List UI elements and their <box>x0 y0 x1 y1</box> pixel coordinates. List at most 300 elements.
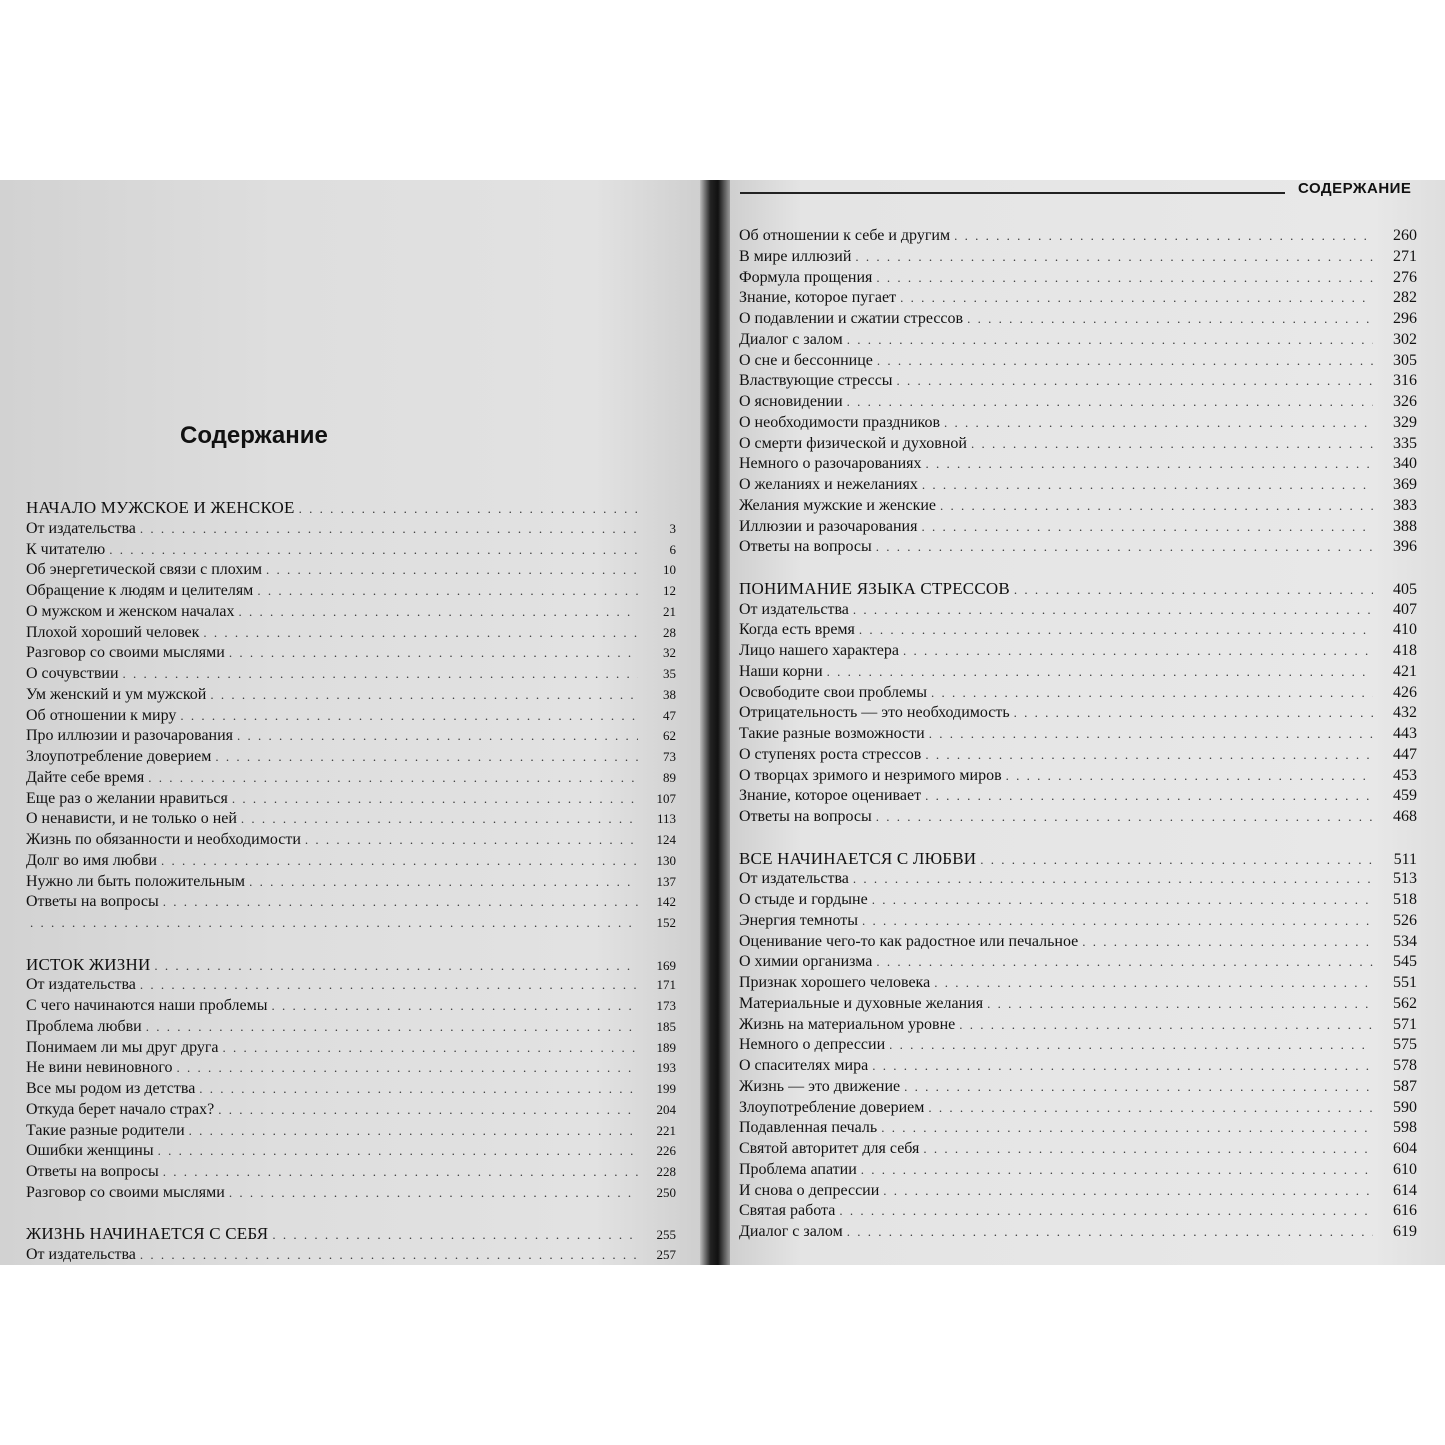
page-number: 513 <box>1393 870 1417 888</box>
page-number: 526 <box>1393 911 1417 929</box>
page-number: 124 <box>656 832 676 847</box>
dot-leader <box>889 1035 1373 1056</box>
toc-entry[interactable] <box>26 1162 676 1183</box>
dot-leader <box>876 268 1373 289</box>
entry-title: О стыде и гордыне <box>739 891 868 908</box>
toc-entry[interactable] <box>739 1056 1417 1077</box>
toc-entry[interactable] <box>739 932 1417 953</box>
toc-entry[interactable] <box>26 892 676 913</box>
toc-entry[interactable] <box>739 807 1417 828</box>
entry-title: О сне и бессоннице <box>739 351 873 369</box>
dot-leader <box>229 643 638 664</box>
dot-leader <box>189 1121 638 1142</box>
dot-leader <box>1014 580 1373 601</box>
toc-entry[interactable] <box>739 786 1417 807</box>
entry-title: От издательства <box>739 870 849 888</box>
dot-leader <box>900 288 1373 309</box>
toc-entry[interactable] <box>739 1118 1417 1139</box>
toc-entry[interactable] <box>26 519 676 540</box>
dot-leader <box>1006 766 1373 787</box>
toc-entry[interactable] <box>739 620 1417 641</box>
toc-entry[interactable] <box>26 1183 676 1204</box>
dot-leader <box>928 1098 1373 1119</box>
toc-entry[interactable] <box>26 1141 676 1162</box>
dot-leader <box>872 890 1373 911</box>
page-number: 340 <box>1393 455 1417 473</box>
entry-title: О ясновидении <box>739 393 843 410</box>
dot-leader <box>249 872 638 893</box>
entry-title: И снова о депрессии <box>739 1181 880 1199</box>
entry-title: Отрицательность — это необходимость <box>739 704 1010 722</box>
page-number: 418 <box>1393 642 1417 659</box>
entry-title: Лицо нашего характера <box>739 642 899 659</box>
toc-entry[interactable] <box>739 309 1417 330</box>
dot-leader <box>237 726 638 747</box>
page-number: 28 <box>663 624 676 640</box>
toc-entry[interactable] <box>26 1058 676 1079</box>
page-number: 590 <box>1393 1098 1417 1116</box>
entry-title: О ступенях роста стрессов <box>739 745 922 763</box>
dot-leader <box>161 851 638 872</box>
toc-entry[interactable] <box>26 789 676 810</box>
entry-title: О подавлении и сжатии стрессов <box>739 310 964 327</box>
toc-entry[interactable] <box>26 809 676 830</box>
section-title: ЖИЗНЬ НАЧИНАЕТСЯ С СЕБЯ <box>26 1224 269 1244</box>
page-number: 282 <box>1393 289 1417 307</box>
toc-entry[interactable] <box>26 851 676 872</box>
entry-title: Диалог с залом <box>739 1223 843 1240</box>
toc-section-heading[interactable] <box>26 1224 676 1245</box>
entry-title: Злоупотребление доверием <box>739 1098 925 1116</box>
dot-leader <box>921 517 1373 538</box>
entry-title: Наши корни <box>739 662 823 680</box>
toc-entry[interactable] <box>739 890 1417 911</box>
dot-leader <box>862 911 1373 932</box>
page-number: 453 <box>1393 766 1417 784</box>
page-number: 432 <box>1393 704 1417 722</box>
dot-leader <box>257 581 638 602</box>
page-number: 142 <box>656 894 676 910</box>
dot-leader <box>266 560 638 581</box>
page-number: 335 <box>1393 434 1417 452</box>
dot-leader <box>241 809 638 830</box>
entry-title: Жизнь по обязанности и необходимости <box>26 831 301 848</box>
section-title: ВСЕ НАЧИНАЕТСЯ С ЛЮБВИ <box>739 848 977 868</box>
dot-leader <box>853 600 1373 621</box>
toc-entry[interactable] <box>739 724 1417 745</box>
toc-entry[interactable] <box>26 1245 676 1265</box>
page-number: 511 <box>1393 850 1417 868</box>
dot-leader <box>210 685 638 706</box>
toc-entry[interactable] <box>739 517 1417 538</box>
dot-leader <box>163 892 638 913</box>
entry-title: Разговор со своими мыслями <box>26 1183 225 1201</box>
entry-title: К читателю <box>26 540 106 558</box>
dot-leader <box>897 371 1373 392</box>
entry-title: Оценивание чего-то как радостное или печальное <box>739 932 1079 950</box>
page-number: 410 <box>1393 621 1417 639</box>
toc-entry[interactable] <box>739 911 1417 932</box>
toc-section-heading[interactable] <box>739 849 1417 870</box>
dot-leader <box>123 664 638 685</box>
dot-leader <box>827 662 1373 683</box>
page-number: 257 <box>656 1247 676 1262</box>
book-spread <box>0 180 1445 1265</box>
toc-entry[interactable] <box>26 1038 676 1059</box>
entry-title: Откуда берет начало страх? <box>26 1100 215 1118</box>
page-number: 587 <box>1393 1077 1417 1095</box>
entry-title: Такие разные родители <box>26 1121 185 1139</box>
toc-entry[interactable] <box>739 1139 1417 1160</box>
entry-title: Властвующие стрессы <box>739 372 893 390</box>
right-page <box>730 180 1445 1265</box>
page-number: 426 <box>1393 683 1417 701</box>
toc-entry[interactable] <box>739 641 1417 662</box>
page-number: 221 <box>656 1122 676 1138</box>
page-number: 189 <box>656 1039 676 1055</box>
dot-leader <box>177 1058 638 1079</box>
entry-title: Дайте себе время <box>26 768 145 786</box>
entry-title: О желаниях и нежеланиях <box>739 476 918 493</box>
dot-leader <box>872 1056 1373 1077</box>
dot-leader <box>203 623 638 644</box>
toc-entry[interactable] <box>26 830 676 851</box>
toc-entry[interactable] <box>739 1035 1417 1056</box>
dot-leader <box>923 1139 1373 1160</box>
dot-leader <box>154 956 638 977</box>
dot-leader <box>861 1160 1373 1181</box>
dot-leader <box>967 309 1373 330</box>
toc-entry[interactable] <box>739 1222 1417 1243</box>
page-number: 302 <box>1393 330 1417 348</box>
toc-entry[interactable] <box>26 913 676 934</box>
toc-entry[interactable] <box>739 766 1417 787</box>
toc-entry[interactable] <box>739 1160 1417 1181</box>
dot-leader <box>971 434 1373 455</box>
toc-entry[interactable] <box>739 537 1417 558</box>
toc-entry[interactable] <box>739 351 1417 372</box>
toc-entry[interactable] <box>739 434 1417 455</box>
entry-title: О творцах зримого и незримого миров <box>739 766 1002 784</box>
dot-leader <box>922 475 1373 496</box>
dot-leader <box>980 850 1373 871</box>
dot-leader <box>839 1201 1373 1222</box>
dot-leader <box>987 994 1373 1015</box>
entry-title: От издательства <box>26 976 136 994</box>
page-number: 296 <box>1393 310 1417 327</box>
page-number: 383 <box>1393 496 1417 514</box>
page-number: 260 <box>1393 227 1417 244</box>
page-number: 199 <box>656 1081 676 1096</box>
toc-entry[interactable] <box>26 560 676 581</box>
page-number: 171 <box>656 977 676 993</box>
page-number: 204 <box>656 1101 676 1117</box>
page-number: 173 <box>656 998 676 1013</box>
toc-entry[interactable] <box>739 1015 1417 1036</box>
toc-entry[interactable] <box>739 226 1417 247</box>
page-number: 169 <box>656 957 676 973</box>
dot-leader <box>934 973 1373 994</box>
toc-section-heading[interactable] <box>739 579 1417 600</box>
dot-leader <box>925 786 1373 807</box>
toc-entry[interactable] <box>739 413 1417 434</box>
dot-leader <box>904 1077 1373 1098</box>
page-number: 276 <box>1393 268 1417 286</box>
dot-leader <box>229 1183 638 1204</box>
running-head-rule <box>740 192 1285 194</box>
page-number: 598 <box>1393 1119 1417 1137</box>
toc-entry[interactable] <box>739 330 1417 351</box>
toc-entry[interactable] <box>739 1098 1417 1119</box>
page-number: 518 <box>1393 891 1417 908</box>
entry-title: Злоупотребление доверием <box>26 748 212 765</box>
toc-entry[interactable] <box>26 685 676 706</box>
entry-title: Обращение к людям и целителям <box>26 582 254 599</box>
page-number: 73 <box>663 749 676 764</box>
toc-entry[interactable] <box>739 1181 1417 1202</box>
dot-leader <box>926 454 1374 475</box>
toc-entry[interactable] <box>739 288 1417 309</box>
entry-title: Немного о депрессии <box>739 1036 886 1054</box>
entry-title: Все мы родом из детства <box>26 1080 196 1097</box>
dot-leader <box>925 745 1373 766</box>
toc-entry[interactable] <box>26 664 676 685</box>
dot-leader <box>199 1079 638 1100</box>
section-gap <box>26 934 676 955</box>
toc-entry[interactable] <box>739 683 1417 704</box>
entry-title: Подавленная печаль <box>739 1119 878 1137</box>
entry-title: Такие разные возможности <box>739 725 925 742</box>
toc-entry[interactable] <box>26 747 676 768</box>
dot-leader <box>148 768 638 789</box>
toc-entry[interactable] <box>739 600 1417 621</box>
entry-title: Нужно ли быть положительным <box>26 872 246 890</box>
toc-entry[interactable] <box>26 581 676 602</box>
toc-entry[interactable] <box>26 643 676 664</box>
page-number: 271 <box>1393 247 1417 265</box>
dot-leader <box>140 1245 638 1265</box>
toc-entry[interactable] <box>26 706 676 727</box>
dot-leader <box>223 1038 638 1059</box>
page-number: 407 <box>1393 600 1417 618</box>
toc-entry[interactable] <box>26 623 676 644</box>
toc-entry[interactable] <box>739 973 1417 994</box>
page-number: 329 <box>1393 413 1417 431</box>
dot-leader <box>853 869 1373 890</box>
dot-leader <box>271 996 638 1017</box>
page-number: 545 <box>1393 953 1417 971</box>
page-number: 113 <box>656 811 676 827</box>
page-number: 47 <box>663 707 676 723</box>
toc-entry[interactable] <box>26 1100 676 1121</box>
dot-leader <box>876 807 1373 828</box>
section-gap <box>739 828 1417 849</box>
toc-entry[interactable] <box>26 872 676 893</box>
entry-title: Признак хорошего человека <box>739 974 931 991</box>
page-number: 562 <box>1393 994 1417 1012</box>
dot-leader <box>109 540 638 561</box>
toc-entry[interactable] <box>26 726 676 747</box>
dot-leader <box>847 1222 1373 1243</box>
page-number: 89 <box>663 769 676 785</box>
dot-leader <box>272 1225 638 1246</box>
entry-title: Святая работа <box>739 1202 836 1220</box>
page-number: 405 <box>1393 580 1417 598</box>
section-title: НАЧАЛО МУЖСКОЕ И ЖЕНСКОЕ <box>26 498 295 517</box>
left-toc <box>26 498 676 1265</box>
entry-title: О смерти физической и духовной <box>739 434 967 452</box>
entry-title: Освободите свои проблемы <box>739 683 927 701</box>
entry-title: Об отношении к миру <box>26 706 177 724</box>
page-number: 255 <box>656 1227 676 1243</box>
page-number: 388 <box>1393 517 1417 535</box>
entry-title: О мужском и женском началах <box>26 602 235 620</box>
dot-leader <box>232 789 638 810</box>
page-number: 316 <box>1393 372 1417 390</box>
entry-title: Жизнь на материальном уровне <box>739 1015 956 1033</box>
entry-title: Плохой хороший человек <box>26 623 200 641</box>
section-gap <box>739 558 1417 579</box>
toc-entry[interactable] <box>26 1079 676 1100</box>
dot-leader <box>305 830 638 851</box>
toc-entry[interactable] <box>739 268 1417 289</box>
entry-title: Формула прощения <box>739 268 873 286</box>
entry-title: О химии организма <box>739 953 873 971</box>
page-title: Содержание <box>180 422 328 449</box>
dot-leader <box>847 330 1373 351</box>
dot-leader <box>158 1141 638 1162</box>
section-gap <box>26 1204 676 1225</box>
dot-leader <box>903 641 1373 662</box>
toc-entry[interactable] <box>739 1201 1417 1222</box>
toc-entry[interactable] <box>739 994 1417 1015</box>
left-page <box>0 180 700 1265</box>
page-number: 137 <box>656 873 676 889</box>
entry-title: О сочувствии <box>26 665 119 682</box>
toc-section-heading[interactable] <box>26 955 676 976</box>
entry-title: Еще раз о желании нравиться <box>26 789 228 807</box>
page-number: 193 <box>656 1060 676 1076</box>
entry-title: Проблема любви <box>26 1017 142 1035</box>
toc-entry[interactable] <box>26 768 676 789</box>
page-number: 459 <box>1393 787 1417 805</box>
entry-title: Жизнь — это движение <box>739 1077 901 1095</box>
toc-entry[interactable] <box>26 996 676 1017</box>
page-number: 32 <box>663 645 676 661</box>
page-number: 12 <box>663 583 676 598</box>
dot-leader <box>959 1015 1373 1036</box>
toc-entry[interactable] <box>739 662 1417 683</box>
page-number: 468 <box>1393 808 1417 825</box>
page-number: 326 <box>1393 393 1417 410</box>
page-number: 38 <box>663 686 676 702</box>
entry-title: Когда есть время <box>739 621 855 639</box>
page-number: 551 <box>1393 974 1417 991</box>
entry-title: Не вини невиновного <box>26 1059 173 1077</box>
entry-title: Знание, которое оценивает <box>739 787 922 805</box>
toc-entry[interactable] <box>739 392 1417 413</box>
toc-section-heading[interactable] <box>26 498 676 519</box>
page-number: 62 <box>663 728 676 744</box>
dot-leader <box>1082 932 1373 953</box>
page-number: 421 <box>1393 662 1417 680</box>
toc-entry[interactable] <box>739 745 1417 766</box>
entry-title: Ответы на вопросы <box>26 1163 159 1180</box>
entry-title: Ответы на вопросы <box>739 538 872 556</box>
entry-title: О необходимости праздников <box>739 413 941 431</box>
entry-title: Об отношении к себе и другим <box>739 227 951 244</box>
page-number: 534 <box>1393 932 1417 950</box>
page-number: 130 <box>656 852 676 868</box>
toc-entry[interactable] <box>739 869 1417 890</box>
toc-entry[interactable] <box>26 1121 676 1142</box>
entry-title: Желания мужские и женские <box>739 496 937 514</box>
toc-entry[interactable] <box>739 454 1417 475</box>
dot-leader <box>238 602 638 623</box>
page-number: 228 <box>656 1164 676 1179</box>
page-number: 185 <box>656 1018 676 1034</box>
dot-leader <box>877 351 1373 372</box>
toc-entry[interactable] <box>739 247 1417 268</box>
toc-entry[interactable] <box>739 1077 1417 1098</box>
entry-title: Долг во имя любви <box>26 851 157 869</box>
dot-leader <box>1014 703 1373 724</box>
page-number: 10 <box>663 562 676 578</box>
toc-entry[interactable] <box>739 952 1417 973</box>
page-number: 443 <box>1393 725 1417 742</box>
entry-title: Энергия темноты <box>739 911 859 929</box>
page-number: 3 <box>669 520 676 536</box>
dot-leader <box>954 226 1373 247</box>
page-number: 571 <box>1393 1015 1417 1033</box>
page-number: 447 <box>1393 745 1417 763</box>
page-number: 396 <box>1393 538 1417 556</box>
dot-leader <box>855 247 1373 268</box>
dot-leader <box>146 1017 638 1038</box>
entry-title: С чего начинаются наши проблемы <box>26 997 268 1014</box>
entry-title: От издательства <box>26 519 136 537</box>
entry-title: Ошибки женщины <box>26 1142 154 1160</box>
toc-entry[interactable] <box>739 496 1417 517</box>
toc-entry[interactable] <box>739 371 1417 392</box>
page-number: 614 <box>1393 1181 1417 1199</box>
dot-leader <box>140 519 638 540</box>
entry-title: Об энергетической связи с плохим <box>26 561 263 579</box>
dot-leader <box>847 392 1373 413</box>
toc-entry[interactable] <box>739 703 1417 724</box>
entry-title: О спасителях мира <box>739 1057 869 1074</box>
entry-title: В мире иллюзий <box>739 247 852 265</box>
dot-leader <box>940 496 1373 517</box>
page-number: 6 <box>669 541 676 557</box>
entry-title: Немного о разочарованиях <box>739 455 922 473</box>
page-number: 604 <box>1393 1140 1417 1157</box>
toc-entry[interactable] <box>26 602 676 623</box>
page-number: 575 <box>1393 1036 1417 1054</box>
page-number: 107 <box>656 790 676 806</box>
page-number: 369 <box>1393 476 1417 493</box>
toc-entry[interactable] <box>26 540 676 561</box>
entry-title: Знание, которое пугает <box>739 289 897 307</box>
dot-leader <box>163 1162 638 1183</box>
toc-entry[interactable] <box>26 1017 676 1038</box>
section-title: ИСТОК ЖИЗНИ <box>26 954 151 974</box>
toc-entry[interactable] <box>739 475 1417 496</box>
running-head: СОДЕРЖАНИЕ <box>1298 180 1412 197</box>
page-number: 152 <box>656 915 676 930</box>
toc-entry[interactable] <box>26 975 676 996</box>
entry-title: Святой авторитет для себя <box>739 1140 920 1157</box>
